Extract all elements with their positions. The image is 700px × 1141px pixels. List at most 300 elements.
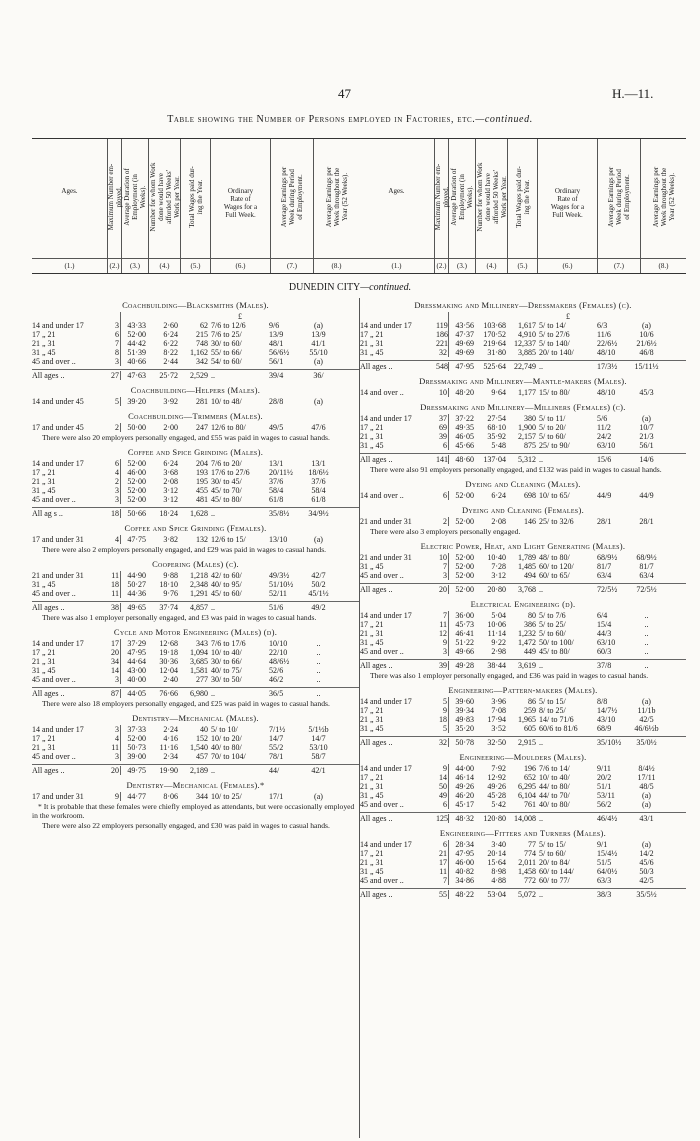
city-name: DUNEDIN CITY	[288, 282, 361, 293]
table-row	[32, 725, 359, 734]
header-label: Total Wages paid dur- ing the Year.	[187, 166, 204, 228]
cell-rate: 7/6 to 25/	[211, 330, 242, 339]
cell-age: 45 and over ..	[360, 800, 404, 809]
cell-dur: 52·00	[127, 477, 146, 486]
cell-rate: 20/ to 140/	[539, 348, 574, 357]
section	[32, 627, 359, 708]
section	[360, 541, 686, 594]
cell-rate: 5/ to 7/6	[539, 611, 566, 620]
cell-n: 3	[108, 357, 121, 366]
header-num-divider	[108, 258, 121, 259]
cell-avg: 64/0½	[597, 867, 618, 876]
section-title: Dressmaking and Millinery—Dressmakers (Females) (c).	[414, 300, 632, 310]
cell-wk: 7·28	[491, 562, 506, 571]
cell-tot: 652	[524, 773, 536, 782]
cell-age: 17 „ 21	[360, 330, 384, 339]
cell-age: 14 and under 17	[360, 414, 412, 423]
total-row	[360, 736, 686, 747]
section-title: Dentistry—Mechanical (Males).	[132, 713, 259, 723]
cell-avg: 13/10	[269, 535, 288, 544]
cell-avg: 51/5	[597, 858, 612, 867]
header-col-7	[271, 139, 314, 273]
cell-n: 39	[436, 661, 449, 670]
cell-n: 9	[108, 792, 121, 801]
cell-dur: 39·20	[127, 397, 146, 406]
cell-avg: 44/	[269, 766, 280, 775]
header-number: (2.)	[109, 262, 120, 270]
cell-rate: 8/ to 25/	[539, 706, 566, 715]
cell-avg: 10/10	[269, 639, 288, 648]
cell-avg: 14/7	[269, 734, 284, 743]
cell-wk: 20·14	[487, 849, 506, 858]
cell-yr: 63/4	[639, 571, 654, 580]
cell-dur: 48·32	[455, 814, 474, 823]
cell-tot: 457	[196, 752, 208, 761]
cell-age: 21 and under 31	[360, 553, 412, 562]
cell-n: 11	[108, 571, 121, 580]
cell-age: 45 and over ..	[32, 495, 76, 504]
cell-tot: 3,685	[190, 657, 208, 666]
cell-dur: 52·00	[127, 495, 146, 504]
cell-age: All ages ..	[360, 362, 393, 371]
cell-yr: 36/	[313, 371, 324, 380]
cell-yr: (a)	[642, 321, 651, 330]
section	[32, 385, 359, 406]
cell-n: 12	[436, 629, 449, 638]
cell-tot: 1,232	[518, 629, 536, 638]
table-row	[360, 876, 686, 885]
cell-dur: 52·00	[127, 330, 146, 339]
cell-avg: 20/2	[597, 773, 612, 782]
cell-dur: 52·00	[455, 553, 474, 562]
cell-dur: 52·00	[127, 734, 146, 743]
cell-avg: 6/3	[597, 321, 608, 330]
cell-wk: 7·92	[491, 764, 506, 773]
cell-wk: 18·24	[159, 509, 178, 518]
cell-age: 14 and under 17	[32, 725, 84, 734]
section	[360, 479, 686, 500]
cell-avg: 8/8	[597, 697, 608, 706]
cell-tot: 6,980	[190, 689, 208, 698]
cell-age: 21 „ 31	[360, 715, 384, 724]
cell-age: 45 and over ..	[360, 571, 404, 580]
cell-yr: 45/6	[639, 858, 654, 867]
section	[360, 300, 686, 371]
table-row	[32, 321, 359, 330]
cell-n: 3	[436, 571, 449, 580]
cell-age: 14 and under 17	[360, 764, 412, 773]
header-label: Average Earnings per Week during Period of Employment.	[280, 166, 304, 228]
cell-avg: 56/6½	[269, 348, 290, 357]
cell-n: 20	[108, 766, 121, 775]
cell-wk: 2·34	[163, 752, 178, 761]
cell-wk: 19·90	[159, 766, 178, 775]
cell-dur: 37·29	[127, 639, 146, 648]
cell-n: 55	[436, 890, 449, 899]
cell-n: 9	[436, 764, 449, 773]
section-title: Dressmaking and Millinery—Mantle-makers (Males).	[419, 376, 627, 386]
table-row	[360, 724, 686, 733]
cell-dur: 49·35	[455, 423, 474, 432]
cell-avg: 81/7	[597, 562, 612, 571]
cell-tot: 1,458	[518, 867, 536, 876]
cell-age: 17 „ 21	[32, 648, 56, 657]
cell-rate: £	[566, 312, 570, 321]
cell-dur: 46·05	[455, 432, 474, 441]
cell-dur: 46·14	[455, 773, 474, 782]
cell-yr: 58/7	[311, 752, 326, 761]
cell-age: 31 „ 45	[360, 348, 384, 357]
cell-n: 39	[436, 432, 449, 441]
cell-avg: 35/8½	[269, 509, 290, 518]
total-row	[32, 601, 359, 612]
cell-tot: 343	[196, 639, 208, 648]
cell-wk: 17·94	[487, 715, 506, 724]
cell-n: 20	[436, 585, 449, 594]
cell-dur: 48·22	[455, 890, 474, 899]
table-header-left	[32, 139, 359, 273]
cell-wk: 8·98	[491, 867, 506, 876]
cell-tot: 1,472	[518, 638, 536, 647]
cell-tot: 77	[528, 840, 536, 849]
header-col-4	[476, 139, 508, 273]
table-row	[32, 743, 359, 752]
cell-dur: 39·00	[127, 752, 146, 761]
cell-n: 5	[108, 397, 121, 406]
cell-n: 548	[436, 362, 448, 371]
cell-rate: 7/6 to 17/6	[211, 639, 246, 648]
cell-avg: 9/11	[597, 764, 611, 773]
cell-tot: 204	[196, 459, 208, 468]
cell-tot: 277	[196, 675, 208, 684]
cell-rate: 10/ to 65/	[539, 491, 570, 500]
cell-rate: 20/ to 84/	[539, 858, 570, 867]
cell-rate: ..	[539, 814, 543, 823]
cell-yr: ..	[644, 620, 649, 629]
cell-tot: 4,857	[190, 603, 208, 612]
cell-avg: 48/10	[597, 388, 616, 397]
section-note: There was also 1 employer personally engaged, and £3 was paid in wages to casual hands.	[42, 613, 317, 622]
cell-dur: 45·17	[455, 800, 474, 809]
cell-avg: 52/6	[269, 666, 284, 675]
cell-rate: ..	[539, 362, 543, 371]
table-row	[360, 611, 686, 620]
cell-yr: (a)	[642, 791, 651, 800]
cell-yr: 5/1½b	[308, 725, 329, 734]
cell-wk: 45·28	[487, 791, 506, 800]
cell-n: 2	[108, 423, 121, 432]
cell-avg: 36/5	[269, 689, 284, 698]
cell-dur: 49·75	[127, 766, 146, 775]
cell-tot: 3,619	[518, 661, 536, 670]
header-number: (7.)	[287, 262, 297, 270]
cell-avg	[597, 312, 630, 321]
header-col-5	[181, 139, 211, 273]
cell-yr: ..	[316, 657, 321, 666]
cell-rate: 25/ to 90/	[539, 441, 570, 450]
cell-age: 31 „ 45	[32, 486, 56, 495]
header-num-divider	[598, 258, 640, 259]
cell-dur: 49·69	[455, 339, 474, 348]
cell-yr: 10/7	[639, 423, 654, 432]
cell-avg: 49/5	[269, 423, 284, 432]
cell-yr: 61/8	[311, 495, 326, 504]
cell-yr: 13/1	[311, 459, 326, 468]
table-row	[32, 639, 359, 648]
cell-dur: 49·26	[455, 782, 474, 791]
table-row	[360, 312, 686, 321]
section-note: There were also 2 employers personally engaged, and £29 was paid in wages to casual hands.	[42, 545, 327, 554]
cell-tot: 14,008	[514, 814, 536, 823]
cell-avg: 51/10½	[269, 580, 294, 589]
cell-yr: 42/7	[311, 571, 326, 580]
cell-yr: 46/6½b	[634, 724, 659, 733]
cell-rate: 5/ to 11/	[539, 414, 566, 423]
cell-tot: 761	[524, 800, 536, 809]
total-row	[32, 369, 359, 380]
cell-age: 21 „ 31	[32, 657, 56, 666]
cell-age: 17 „ 21	[360, 620, 384, 629]
cell-rate: 12/6 to 80/	[211, 423, 246, 432]
cell-tot: 22,749	[514, 362, 536, 371]
header-num-divider	[641, 258, 686, 259]
cell-wk: 5·42	[491, 800, 506, 809]
cell-avg: 63/3	[597, 876, 612, 885]
cell-tot: 152	[196, 734, 208, 743]
cell-age: 31 „ 45	[32, 580, 56, 589]
cell-n: 4	[108, 535, 121, 544]
cell-dur: 46·20	[455, 791, 474, 800]
cell-wk: 5·48	[491, 441, 506, 450]
header-number: (5.)	[190, 262, 201, 270]
cell-yr: 37/6	[311, 477, 326, 486]
cell-rate: 12/6 to 15/	[211, 535, 246, 544]
cell-n: 3	[108, 486, 121, 495]
cell-age: 14 and under 17	[32, 459, 84, 468]
cell-wk: 9·22	[491, 638, 506, 647]
table-row	[360, 553, 686, 562]
section	[360, 599, 686, 680]
header-label: Ages.	[388, 187, 405, 195]
cell-wk: 49·26	[487, 782, 506, 791]
cell-tot: 6,295	[518, 782, 536, 791]
cell-rate: 50/ to 100/	[539, 638, 574, 647]
header-col-2	[435, 139, 449, 273]
cell-dur: 49·83	[455, 715, 474, 724]
cell-tot: 449	[524, 647, 536, 656]
cell-age: All ages ..	[360, 890, 393, 899]
section-title: Coffee and Spice Grinding (Males).	[127, 447, 264, 457]
cell-rate: 10/ to 20/	[211, 734, 242, 743]
cell-wk: 68·10	[487, 423, 506, 432]
cell-n: 69	[436, 423, 449, 432]
cell-avg: 9/6	[269, 321, 280, 330]
header-number: (6.)	[562, 262, 573, 270]
cell-avg: 11/2	[597, 423, 611, 432]
cell-wk: 2·98	[491, 647, 506, 656]
header-col-4	[149, 139, 181, 273]
cell-age: 17 „ 21	[32, 734, 56, 743]
cell-rate: 45/ to 70/	[211, 486, 242, 495]
cell-age: 17 „ 21	[360, 423, 384, 432]
cell-wk	[475, 312, 507, 321]
cell-rate: 5/ to 20/	[539, 423, 566, 432]
cell-age: 17 and under 45	[32, 423, 84, 432]
cell-rate: ..	[211, 509, 215, 518]
section	[360, 505, 686, 536]
cell-rate: 17/6 to 27/6	[211, 468, 250, 477]
section-title: Electric Power, Heat, and Light Generating (Males).	[420, 541, 626, 551]
table-row	[360, 782, 686, 791]
cell-wk: 2·08	[163, 477, 178, 486]
cell-avg: 63/10	[597, 638, 616, 647]
cell-avg: 60/3	[597, 647, 612, 656]
header-number: (7.)	[614, 262, 624, 270]
cell-avg: 39/4	[269, 371, 284, 380]
cell-yr: 45/1½	[308, 589, 329, 598]
header-label: Average Duration of Employment (in Weeks).	[123, 168, 147, 226]
cell-yr: 58/4	[311, 486, 326, 495]
cell-tot: 1,218	[190, 571, 208, 580]
table-row	[32, 589, 359, 598]
cell-avg: 72/5½	[597, 585, 618, 594]
cell-age: 31 „ 45	[360, 441, 384, 450]
header-label: Average Earnings per Week throughout the Year (52 Weeks).	[651, 166, 676, 228]
cell-yr: ..	[316, 648, 321, 657]
cell-rate: 55/ to 66/	[211, 348, 242, 357]
cell-avg: 49/3½	[269, 571, 290, 580]
cell-age: 31 „ 45	[360, 638, 384, 647]
cell-tot: 6,104	[518, 791, 536, 800]
header-col-2	[108, 139, 122, 273]
cell-age: All ages ..	[360, 661, 393, 670]
cell-wk: 12·68	[159, 639, 178, 648]
cell-wk: 9·76	[163, 589, 178, 598]
section-title: Engineering—Pattern-makers (Males).	[448, 685, 598, 695]
table-row	[32, 330, 359, 339]
table-row	[360, 491, 686, 500]
table-row	[360, 330, 686, 339]
cell-age: All ages ..	[360, 455, 393, 464]
cell-n: 6	[436, 800, 449, 809]
cell-n	[436, 312, 449, 321]
cell-dur: 50·78	[455, 738, 474, 747]
cell-age: 31 „ 45	[32, 666, 56, 675]
cell-yr: 47/6	[311, 423, 326, 432]
cell-age: 14 and under 17	[360, 840, 412, 849]
section-title: Engineering—Moulders (Males).	[459, 752, 587, 762]
cell-tot: 875	[524, 441, 536, 450]
cell-yr: (a)	[314, 792, 323, 801]
header-col-8	[314, 139, 359, 273]
cell-yr: 42/5	[639, 715, 654, 724]
table-row	[32, 535, 359, 544]
cell-avg: 13/1	[269, 459, 284, 468]
section-note: There were also 22 employers personally engaged, and £30 was paid in wages to casual hands.	[42, 821, 330, 830]
header-num-divider	[449, 258, 475, 259]
cell-n: 3	[436, 647, 449, 656]
cell-dur: 52·00	[455, 585, 474, 594]
cell-tot: 2,189	[190, 766, 208, 775]
cell-dur: 40·82	[455, 867, 474, 876]
cell-yr: (a)	[314, 535, 323, 544]
header-label: Ordinary Rate of Wages for a Full Week.	[550, 187, 585, 219]
cell-wk: 3·68	[163, 468, 178, 477]
cell-avg: 46/2	[269, 675, 284, 684]
cell-rate: ..	[211, 689, 215, 698]
table-row	[32, 477, 359, 486]
header-number: (8.)	[658, 262, 669, 270]
cell-age: 21 „ 31	[360, 782, 384, 791]
cell-n: 3	[108, 752, 121, 761]
cell-wk: 3·12	[163, 495, 178, 504]
cell-age: 21 „ 31	[360, 858, 384, 867]
cell-n: 87	[108, 689, 121, 698]
cell-age: 14 and over ..	[360, 388, 404, 397]
cell-avg: 56/2	[597, 800, 612, 809]
cell-n: 141	[436, 455, 448, 464]
cell-age: 17 and under 31	[32, 535, 84, 544]
header-num-divider	[359, 258, 434, 259]
total-row	[360, 583, 686, 594]
cell-yr: 18/6½	[308, 468, 329, 477]
cell-age: 21 „ 31	[360, 432, 384, 441]
cell-rate: 60/6 to 81/6	[539, 724, 578, 733]
table-row	[32, 339, 359, 348]
table-row	[360, 800, 686, 809]
section-title: Coachbuilding—Trimmers (Males).	[128, 411, 263, 421]
cell-tot: 774	[524, 849, 536, 858]
cell-n: 119	[436, 321, 448, 330]
cell-rate: 60/ to 144/	[539, 867, 574, 876]
table-row	[360, 562, 686, 571]
cell-age: All ag s ..	[32, 509, 63, 518]
cell-rate: 5/ to 27/6	[539, 330, 570, 339]
cell-n: 49	[436, 791, 449, 800]
cell-avg: 46/4½	[597, 814, 618, 823]
cell-dur: 39·60	[455, 697, 474, 706]
cell-rate: 60/ to 120/	[539, 562, 574, 571]
cell-yr: ..	[316, 639, 321, 648]
cell-rate: 10/ to 40/	[539, 773, 570, 782]
cell-tot: 2,157	[518, 432, 536, 441]
cell-tot: 2,915	[518, 738, 536, 747]
cell-dur: 52·00	[455, 562, 474, 571]
cell-avg: 44/9	[597, 491, 612, 500]
cell-age: 45 and over ..	[360, 876, 404, 885]
table-header-right	[359, 139, 686, 273]
cell-rate: 45/ to 60/	[211, 589, 242, 598]
cell-age: 17 „ 21	[32, 330, 56, 339]
cell-rate: 15/ to 80/	[539, 388, 570, 397]
table-row	[360, 423, 686, 432]
table-row	[32, 734, 359, 743]
cell-rate: 7/6 to 12/6	[211, 321, 246, 330]
cell-rate: 5/ to 60/	[539, 629, 566, 638]
cell-dur: 44·42	[127, 339, 146, 348]
cell-age: 21 „ 31	[32, 743, 56, 752]
cell-dur: 44·77	[127, 792, 146, 801]
cell-yr: 81/7	[639, 562, 654, 571]
cell-n: 9	[436, 638, 449, 647]
cell-yr: 41/1	[311, 339, 326, 348]
header-label: Ordinary Rate of Wages for a Full Week.	[223, 187, 258, 219]
header-col-1	[359, 139, 435, 273]
cell-wk: 4·88	[491, 876, 506, 885]
section-title: Coopering (Males) (c).	[152, 559, 239, 569]
cell-avg: 22/10	[269, 648, 288, 657]
cell-tot: 12,337	[514, 339, 536, 348]
